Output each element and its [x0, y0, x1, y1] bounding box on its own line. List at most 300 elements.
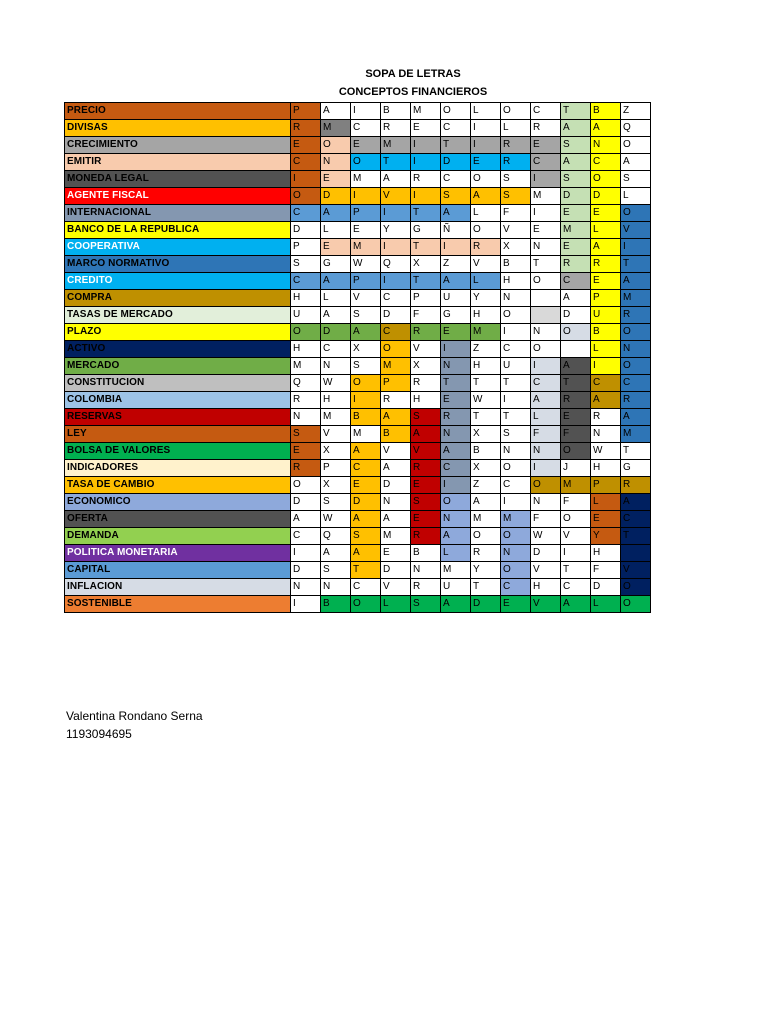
- word-label: DEMANDA: [65, 528, 291, 545]
- letter-cell: V: [381, 579, 411, 596]
- word-label: DIVISAS: [65, 120, 291, 137]
- letter-cell: A: [561, 596, 591, 613]
- letter-cell: T: [411, 239, 441, 256]
- letter-cell: R: [381, 120, 411, 137]
- letter-cell: X: [321, 443, 351, 460]
- letter-cell: Z: [471, 477, 501, 494]
- letter-cell: A: [321, 307, 351, 324]
- letter-cell: L: [471, 103, 501, 120]
- puzzle-row: [65, 239, 651, 256]
- word-label: CAPITAL: [65, 562, 291, 579]
- letter-cell: I: [501, 494, 531, 511]
- letter-cell: I: [501, 324, 531, 341]
- letter-cell: Y: [471, 290, 501, 307]
- letter-cell: E: [351, 477, 381, 494]
- letter-cell: E: [531, 137, 561, 154]
- letter-cell: I: [531, 460, 561, 477]
- letter-cell: W: [591, 443, 621, 460]
- letter-cell: E: [321, 171, 351, 188]
- letter-cell: H: [321, 392, 351, 409]
- letter-cell: F: [411, 307, 441, 324]
- letter-cell: I: [381, 205, 411, 222]
- letter-cell: C: [621, 375, 651, 392]
- letter-cell: O: [441, 103, 471, 120]
- letter-cell: V: [621, 222, 651, 239]
- letter-cell: F: [561, 426, 591, 443]
- letter-cell: I: [471, 120, 501, 137]
- letter-cell: L: [471, 273, 501, 290]
- letter-cell: C: [591, 154, 621, 171]
- letter-cell: N: [321, 358, 351, 375]
- letter-cell: M: [321, 409, 351, 426]
- letter-cell: N: [531, 239, 561, 256]
- letter-cell: F: [591, 562, 621, 579]
- letter-cell: R: [411, 460, 441, 477]
- letter-cell: O: [621, 205, 651, 222]
- letter-cell: B: [591, 103, 621, 120]
- letter-cell: S: [291, 426, 321, 443]
- letter-cell: X: [321, 477, 351, 494]
- letter-cell: V: [321, 426, 351, 443]
- letter-cell: S: [411, 409, 441, 426]
- letter-cell: I: [351, 103, 381, 120]
- letter-cell: E: [441, 392, 471, 409]
- letter-cell: M: [381, 358, 411, 375]
- letter-cell: L: [591, 494, 621, 511]
- letter-cell: I: [441, 477, 471, 494]
- letter-cell: P: [591, 290, 621, 307]
- author-block: [66, 707, 203, 743]
- letter-cell: C: [351, 120, 381, 137]
- letter-cell: A: [621, 273, 651, 290]
- letter-cell: E: [531, 222, 561, 239]
- letter-cell: M: [351, 239, 381, 256]
- letter-cell: D: [381, 562, 411, 579]
- letter-cell: F: [531, 511, 561, 528]
- puzzle-row: [65, 358, 651, 375]
- letter-cell: M: [561, 477, 591, 494]
- word-label: BOLSA DE VALORES: [65, 443, 291, 460]
- letter-cell: E: [411, 120, 441, 137]
- letter-cell: I: [411, 137, 441, 154]
- letter-cell: A: [411, 426, 441, 443]
- letter-cell: S: [351, 528, 381, 545]
- letter-cell: D: [321, 188, 351, 205]
- letter-cell: M: [471, 324, 501, 341]
- letter-cell: [621, 545, 651, 562]
- letter-cell: A: [381, 409, 411, 426]
- letter-cell: D: [381, 307, 411, 324]
- letter-cell: N: [441, 426, 471, 443]
- letter-cell: D: [321, 324, 351, 341]
- letter-cell: T: [561, 103, 591, 120]
- letter-cell: E: [321, 239, 351, 256]
- letter-cell: D: [351, 494, 381, 511]
- puzzle-row: [65, 188, 651, 205]
- letter-cell: D: [291, 222, 321, 239]
- letter-cell: S: [321, 494, 351, 511]
- letter-cell: H: [501, 273, 531, 290]
- letter-cell: R: [291, 392, 321, 409]
- letter-cell: G: [321, 256, 351, 273]
- letter-cell: O: [531, 477, 561, 494]
- word-label: COLOMBIA: [65, 392, 291, 409]
- letter-cell: V: [621, 562, 651, 579]
- letter-cell: R: [411, 579, 441, 596]
- letter-cell: D: [471, 596, 501, 613]
- letter-cell: P: [411, 290, 441, 307]
- letter-cell: O: [621, 358, 651, 375]
- letter-cell: A: [561, 120, 591, 137]
- letter-cell: N: [621, 341, 651, 358]
- letter-cell: N: [531, 324, 561, 341]
- letter-cell: F: [501, 205, 531, 222]
- letter-cell: E: [561, 239, 591, 256]
- letter-cell: O: [351, 154, 381, 171]
- letter-cell: V: [351, 290, 381, 307]
- word-label: OFERTA: [65, 511, 291, 528]
- letter-cell: M: [321, 120, 351, 137]
- letter-cell: O: [621, 137, 651, 154]
- letter-cell: V: [471, 256, 501, 273]
- letter-cell: G: [411, 222, 441, 239]
- letter-cell: A: [441, 596, 471, 613]
- letter-cell: D: [591, 579, 621, 596]
- puzzle-row: [65, 443, 651, 460]
- letter-cell: N: [291, 579, 321, 596]
- letter-cell: R: [561, 392, 591, 409]
- letter-cell: C: [591, 375, 621, 392]
- letter-cell: D: [441, 154, 471, 171]
- letter-cell: V: [561, 528, 591, 545]
- letter-cell: I: [591, 358, 621, 375]
- letter-cell: S: [501, 426, 531, 443]
- letter-cell: O: [501, 562, 531, 579]
- letter-cell: E: [501, 596, 531, 613]
- word-label: INTERNACIONAL: [65, 205, 291, 222]
- letter-cell: V: [411, 341, 441, 358]
- letter-cell: R: [441, 409, 471, 426]
- word-label: MERCADO: [65, 358, 291, 375]
- letter-cell: O: [561, 511, 591, 528]
- letter-cell: C: [441, 171, 471, 188]
- letter-cell: P: [351, 273, 381, 290]
- letter-cell: A: [621, 409, 651, 426]
- letter-cell: A: [381, 511, 411, 528]
- letter-cell: I: [381, 239, 411, 256]
- letter-cell: T: [561, 375, 591, 392]
- letter-cell: M: [531, 188, 561, 205]
- letter-cell: O: [471, 222, 501, 239]
- letter-cell: C: [291, 154, 321, 171]
- letter-cell: U: [501, 358, 531, 375]
- letter-cell: G: [441, 307, 471, 324]
- letter-cell: C: [621, 511, 651, 528]
- letter-cell: S: [321, 562, 351, 579]
- letter-cell: U: [441, 290, 471, 307]
- word-label: AGENTE FISCAL: [65, 188, 291, 205]
- word-label: COOPERATIVA: [65, 239, 291, 256]
- letter-cell: E: [291, 443, 321, 460]
- letter-cell: I: [411, 154, 441, 171]
- letter-cell: N: [441, 358, 471, 375]
- letter-cell: Z: [621, 103, 651, 120]
- letter-cell: N: [321, 154, 351, 171]
- puzzle-row: [65, 120, 651, 137]
- word-label: POLITICA MONETARIA: [65, 545, 291, 562]
- letter-cell: R: [291, 460, 321, 477]
- word-label: INFLACION: [65, 579, 291, 596]
- letter-cell: O: [471, 171, 501, 188]
- letter-cell: A: [471, 494, 501, 511]
- letter-cell: Z: [441, 256, 471, 273]
- letter-cell: N: [321, 579, 351, 596]
- letter-cell: C: [351, 460, 381, 477]
- puzzle-row: [65, 324, 651, 341]
- letter-cell: P: [381, 375, 411, 392]
- word-label: CREDITO: [65, 273, 291, 290]
- puzzle-row: [65, 426, 651, 443]
- letter-cell: N: [531, 494, 561, 511]
- letter-cell: C: [561, 579, 591, 596]
- letter-cell: S: [291, 256, 321, 273]
- letter-cell: N: [501, 443, 531, 460]
- letter-cell: R: [471, 239, 501, 256]
- letter-cell: J: [561, 460, 591, 477]
- letter-cell: O: [531, 341, 561, 358]
- letter-cell: B: [381, 426, 411, 443]
- letter-cell: T: [621, 256, 651, 273]
- letter-cell: H: [591, 545, 621, 562]
- letter-cell: O: [561, 324, 591, 341]
- letter-cell: R: [591, 256, 621, 273]
- letter-cell: X: [411, 358, 441, 375]
- letter-cell: A: [471, 188, 501, 205]
- letter-cell: C: [501, 477, 531, 494]
- letter-cell: M: [351, 171, 381, 188]
- letter-cell: M: [441, 562, 471, 579]
- letter-cell: C: [321, 341, 351, 358]
- letter-cell: S: [441, 188, 471, 205]
- letter-cell: [531, 290, 561, 307]
- letter-cell: I: [351, 188, 381, 205]
- letter-cell: S: [351, 358, 381, 375]
- word-label: SOSTENIBLE: [65, 596, 291, 613]
- letter-cell: T: [441, 137, 471, 154]
- letter-cell: X: [411, 256, 441, 273]
- letter-cell: I: [561, 545, 591, 562]
- puzzle-title: SOPA DE LETRAS: [365, 68, 461, 80]
- letter-cell: S: [501, 171, 531, 188]
- letter-cell: T: [471, 409, 501, 426]
- letter-cell: W: [321, 511, 351, 528]
- letter-cell: R: [591, 409, 621, 426]
- letter-cell: X: [471, 426, 501, 443]
- letter-cell: I: [411, 188, 441, 205]
- letter-cell: A: [621, 154, 651, 171]
- letter-cell: P: [291, 103, 321, 120]
- letter-cell: D: [531, 545, 561, 562]
- puzzle-row: [65, 562, 651, 579]
- letter-cell: D: [291, 494, 321, 511]
- letter-cell: R: [501, 137, 531, 154]
- word-label: BANCO DE LA REPUBLICA: [65, 222, 291, 239]
- letter-cell: T: [441, 375, 471, 392]
- letter-cell: O: [291, 324, 321, 341]
- letter-cell: O: [501, 460, 531, 477]
- letter-cell: A: [381, 460, 411, 477]
- letter-cell: D: [591, 188, 621, 205]
- letter-cell: O: [501, 528, 531, 545]
- letter-cell: I: [351, 392, 381, 409]
- letter-cell: I: [441, 239, 471, 256]
- letter-cell: A: [351, 511, 381, 528]
- letter-cell: A: [561, 154, 591, 171]
- letter-cell: C: [531, 375, 561, 392]
- letter-cell: O: [291, 477, 321, 494]
- letter-cell: A: [531, 392, 561, 409]
- letter-cell: O: [501, 307, 531, 324]
- word-label: INDICADORES: [65, 460, 291, 477]
- letter-cell: R: [411, 528, 441, 545]
- letter-cell: B: [591, 324, 621, 341]
- letter-cell: N: [531, 443, 561, 460]
- letter-cell: A: [591, 239, 621, 256]
- letter-cell: Y: [471, 562, 501, 579]
- letter-cell: I: [531, 171, 561, 188]
- puzzle-row: [65, 528, 651, 545]
- letter-cell: E: [441, 324, 471, 341]
- letter-cell: E: [591, 205, 621, 222]
- puzzle-row: [65, 596, 651, 613]
- letter-cell: A: [621, 494, 651, 511]
- letter-cell: L: [381, 596, 411, 613]
- letter-cell: W: [321, 375, 351, 392]
- letter-cell: S: [561, 137, 591, 154]
- word-label: RESERVAS: [65, 409, 291, 426]
- letter-cell: I: [381, 273, 411, 290]
- letter-cell: T: [411, 273, 441, 290]
- author-name: Valentina Rondano Serna: [66, 709, 203, 723]
- letter-cell: A: [561, 290, 591, 307]
- puzzle-row: [65, 103, 651, 120]
- letter-cell: O: [471, 528, 501, 545]
- letter-cell: Q: [621, 120, 651, 137]
- letter-cell: R: [381, 392, 411, 409]
- letter-cell: V: [501, 222, 531, 239]
- letter-cell: L: [321, 222, 351, 239]
- letter-cell: N: [501, 290, 531, 307]
- word-label: CRECIMIENTO: [65, 137, 291, 154]
- letter-cell: Y: [591, 528, 621, 545]
- letter-cell: M: [471, 511, 501, 528]
- letter-cell: E: [591, 273, 621, 290]
- letter-cell: S: [411, 596, 441, 613]
- letter-cell: L: [471, 205, 501, 222]
- letter-cell: L: [321, 290, 351, 307]
- letter-cell: H: [291, 290, 321, 307]
- word-label: PRECIO: [65, 103, 291, 120]
- word-label: COMPRA: [65, 290, 291, 307]
- letter-cell: T: [561, 562, 591, 579]
- letter-cell: R: [621, 392, 651, 409]
- letter-cell: T: [381, 154, 411, 171]
- letter-cell: A: [381, 171, 411, 188]
- letter-cell: X: [351, 341, 381, 358]
- letter-cell: E: [471, 154, 501, 171]
- letter-cell: R: [621, 307, 651, 324]
- letter-cell: F: [561, 494, 591, 511]
- letter-cell: D: [291, 562, 321, 579]
- word-label: EMITIR: [65, 154, 291, 171]
- letter-cell: C: [291, 273, 321, 290]
- letter-cell: C: [501, 341, 531, 358]
- letter-cell: U: [591, 307, 621, 324]
- letter-cell: C: [561, 273, 591, 290]
- letter-cell: R: [411, 171, 441, 188]
- letter-cell: O: [351, 596, 381, 613]
- letter-cell: A: [441, 205, 471, 222]
- letter-cell: [531, 307, 561, 324]
- letter-cell: E: [561, 409, 591, 426]
- letter-cell: N: [591, 426, 621, 443]
- puzzle-row: [65, 137, 651, 154]
- letter-cell: I: [471, 137, 501, 154]
- letter-cell: I: [291, 596, 321, 613]
- letter-cell: M: [561, 222, 591, 239]
- letter-cell: L: [591, 341, 621, 358]
- letter-cell: R: [561, 256, 591, 273]
- letter-cell: M: [291, 358, 321, 375]
- letter-cell: P: [291, 239, 321, 256]
- word-label: ACTIVO: [65, 341, 291, 358]
- letter-cell: H: [471, 307, 501, 324]
- letter-cell: B: [501, 256, 531, 273]
- letter-cell: I: [501, 392, 531, 409]
- letter-cell: M: [351, 426, 381, 443]
- letter-cell: V: [411, 443, 441, 460]
- letter-cell: X: [501, 239, 531, 256]
- letter-cell: W: [531, 528, 561, 545]
- puzzle-row: [65, 511, 651, 528]
- letter-cell: S: [351, 307, 381, 324]
- letter-cell: Z: [471, 341, 501, 358]
- letter-cell: O: [321, 137, 351, 154]
- letter-cell: E: [591, 511, 621, 528]
- letter-cell: A: [321, 273, 351, 290]
- letter-cell: R: [291, 120, 321, 137]
- letter-cell: C: [501, 579, 531, 596]
- word-label: MONEDA LEGAL: [65, 171, 291, 188]
- letter-cell: Ñ: [441, 222, 471, 239]
- letter-cell: A: [441, 443, 471, 460]
- letter-cell: P: [351, 205, 381, 222]
- letter-cell: N: [591, 137, 621, 154]
- letter-cell: E: [411, 511, 441, 528]
- letter-cell: U: [441, 579, 471, 596]
- letter-cell: E: [411, 477, 441, 494]
- puzzle-row: [65, 375, 651, 392]
- letter-cell: T: [471, 375, 501, 392]
- letter-cell: B: [351, 409, 381, 426]
- letter-cell: D: [381, 477, 411, 494]
- letter-cell: C: [441, 120, 471, 137]
- letter-cell: B: [471, 443, 501, 460]
- letter-cell: N: [381, 494, 411, 511]
- letter-cell: O: [291, 188, 321, 205]
- puzzle-row: [65, 256, 651, 273]
- letter-cell: R: [411, 375, 441, 392]
